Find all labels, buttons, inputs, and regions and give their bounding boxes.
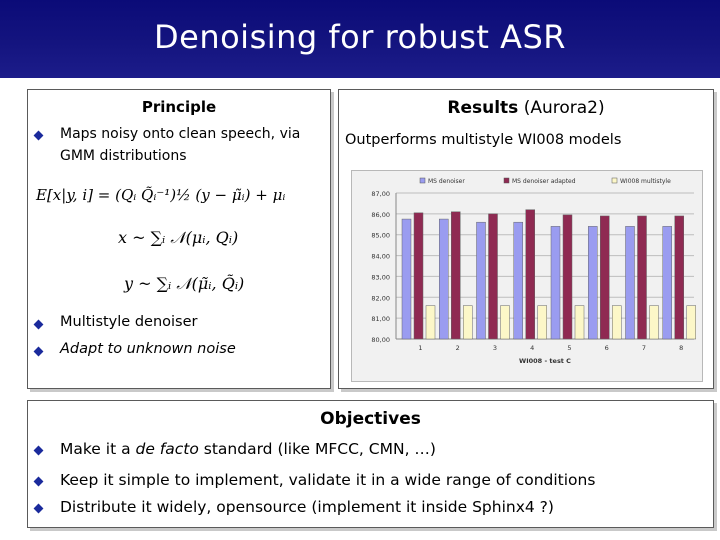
principle-heading: Principle <box>141 98 217 116</box>
bar <box>477 222 486 339</box>
principle-bullet-1-line-1: Maps noisy onto clean speech, via <box>60 126 301 142</box>
x-axis-label: WI008 - test C <box>519 357 571 365</box>
equation-clean-gmm: x ~ ∑ᵢ 𝒩(μᵢ, Qᵢ) <box>118 228 239 247</box>
objective-3: Distribute it widely, opensource (implement it inside Sphinx4 ?) <box>60 498 554 516</box>
objective-1 <box>60 440 436 458</box>
bar <box>663 226 672 339</box>
legend-label: MS denoiser <box>428 178 465 185</box>
results-heading-bold: Results <box>447 98 519 118</box>
x-tick-label: 8 <box>679 344 684 352</box>
bullet-icon <box>34 320 44 330</box>
bullet-icon <box>34 504 44 514</box>
objective-1-pre: Make it a <box>60 440 136 458</box>
y-tick-label: 84,00 <box>371 252 390 261</box>
bullet-icon <box>34 446 44 456</box>
results-heading-rest: (Aurora2) <box>518 98 605 118</box>
legend-label: WI008 multistyle <box>620 178 671 185</box>
bar <box>600 216 609 339</box>
principle-bullet-3: Adapt to unknown noise <box>60 341 236 357</box>
results-heading <box>339 98 713 118</box>
bar <box>514 222 523 339</box>
results-chart-frame <box>351 170 703 382</box>
results-subtitle: Outperforms multistyle WI008 models <box>345 132 622 148</box>
bar <box>612 306 621 339</box>
y-tick-label: 82,00 <box>371 294 390 303</box>
bar <box>526 210 535 339</box>
bar <box>675 216 684 339</box>
principle-bullet-2: Multistyle denoiser <box>60 314 198 330</box>
objective-1-italic: de facto <box>135 440 199 458</box>
legend-label: MS denoiser adapted <box>512 178 576 185</box>
y-tick-label: 81,00 <box>371 315 390 324</box>
legend-swatch <box>420 178 425 183</box>
bar <box>426 306 435 339</box>
bar <box>638 216 647 339</box>
legend-swatch <box>504 178 509 183</box>
bar <box>463 306 472 339</box>
x-tick-label: 2 <box>455 344 460 352</box>
bar <box>451 212 460 339</box>
bar <box>563 215 572 339</box>
bar <box>575 306 584 339</box>
x-tick-label: 4 <box>530 344 535 352</box>
objective-2: Keep it simple to implement, validate it in a wide range of conditions <box>60 471 596 489</box>
principle-bullet-1-line-2: GMM distributions <box>60 148 187 164</box>
bar <box>650 306 659 339</box>
x-tick-label: 7 <box>641 344 647 352</box>
results-chart <box>352 171 702 381</box>
y-tick-label: 85,00 <box>371 231 390 240</box>
bar <box>538 306 547 339</box>
bar <box>501 306 510 339</box>
objectives-panel <box>27 400 714 528</box>
bullet-icon <box>34 477 44 487</box>
bar <box>489 214 498 339</box>
x-tick-label: 1 <box>418 344 423 352</box>
title-bar <box>0 0 720 78</box>
equation-noisy-gmm: y ~ ∑ᵢ 𝒩(μ̃ᵢ, Q̃ᵢ) <box>124 274 245 293</box>
bullet-icon <box>34 347 44 357</box>
objective-1-post: standard (like MFCC, CMN, …) <box>198 440 436 458</box>
bullet-icon <box>34 131 44 141</box>
x-tick-label: 3 <box>492 344 498 352</box>
bar <box>588 226 597 339</box>
slide-title: Denoising for robust ASR <box>153 18 567 56</box>
objectives-heading: Objectives <box>320 409 421 429</box>
equation-expectation: E[x|y, i] = (Qᵢ Q̃ᵢ⁻¹)½ (y − μ̃ᵢ) + μᵢ <box>36 186 286 204</box>
bar <box>551 226 560 339</box>
bar <box>439 219 448 339</box>
x-tick-label: 5 <box>567 344 572 352</box>
y-tick-label: 87,00 <box>371 190 390 198</box>
bar <box>402 219 411 339</box>
bar <box>626 226 635 339</box>
y-tick-label: 83,00 <box>371 273 390 282</box>
bar <box>687 306 696 339</box>
bar <box>414 213 423 339</box>
principle-panel <box>27 89 331 389</box>
legend-swatch <box>612 178 617 183</box>
results-panel <box>338 89 714 389</box>
x-tick-label: 6 <box>604 344 609 352</box>
y-tick-label: 86,00 <box>371 210 390 219</box>
y-tick-label: 80,00 <box>371 336 390 344</box>
